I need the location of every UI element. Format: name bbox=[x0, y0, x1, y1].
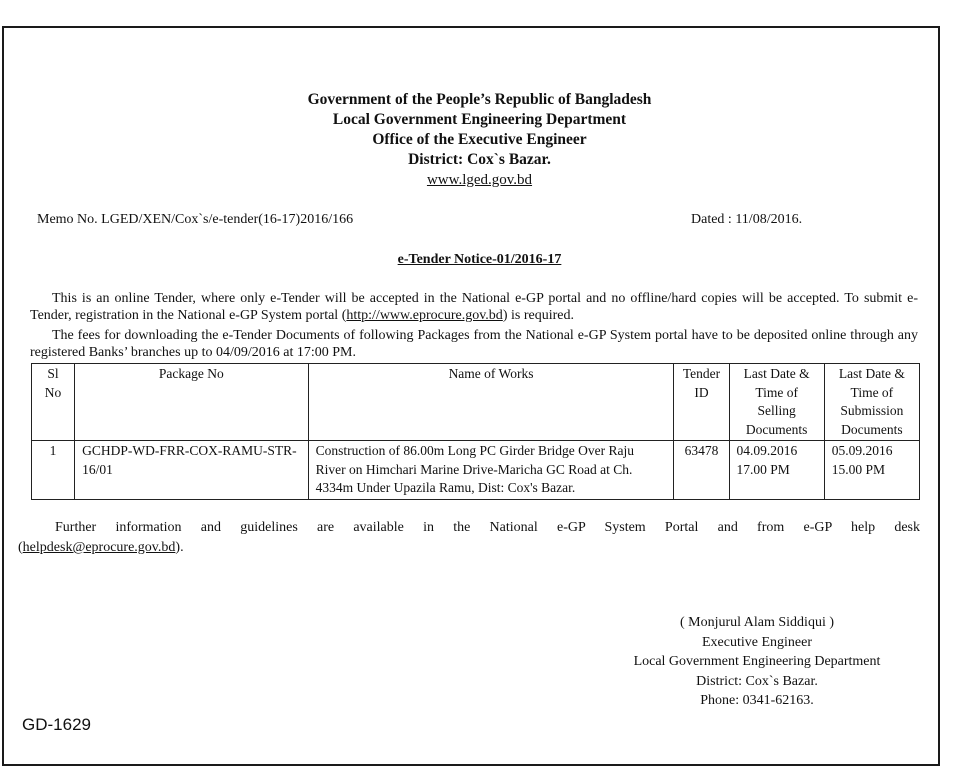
table-row bbox=[32, 441, 920, 500]
memo-number: Memo No. LGED/XEN/Cox`s/e-tender(16-17)2016/166 bbox=[37, 212, 354, 227]
submission-date: 05.09.2016 bbox=[831, 443, 893, 458]
th-last-selling: Last Date & Time of Selling Documents bbox=[729, 364, 824, 441]
submission-time: 15.00 PM bbox=[831, 461, 885, 477]
memo-date: Dated : 11/08/2016. bbox=[691, 212, 803, 227]
notice-title: e-Tender Notice-01/2016-17 bbox=[397, 252, 562, 267]
signatory-name: ( Monjurul Alam Siddiqui ) bbox=[680, 615, 834, 630]
helpdesk-email-link[interactable]: helpdesk@eprocure.gov.bd bbox=[22, 540, 176, 555]
p1-text-b: ) is required. bbox=[502, 308, 574, 323]
th-sl: Sl No bbox=[32, 364, 75, 441]
th-last-submission: Last Date & Time of Submission Documents bbox=[824, 364, 919, 441]
signatory-phone: Phone: 0341-62163. bbox=[700, 693, 814, 708]
paragraph-online-tender bbox=[30, 290, 918, 324]
cell-works: Construction of 86.00m Long PC Girder Bridge Over Raju River on Himchari Marine Drive-Maricha GC Road at Ch. 4334m Under Upazila Ramu, Dist: Cox's Bazar. bbox=[308, 441, 674, 500]
p1-text-a: This is an online Tender, where only e-Tender will be accepted in the National e-GP portal and no offline/hard copies will be accepted. To submit e-Tender, registration in the National e-GP System portal ( bbox=[30, 291, 918, 323]
table-header-row bbox=[32, 364, 920, 441]
header-department: Local Government Engineering Department bbox=[332, 111, 627, 128]
signatory-district: District: Cox`s Bazar. bbox=[696, 673, 818, 689]
header-government: Government of the People’s Republic of Bangladesh bbox=[307, 91, 652, 108]
signature-block bbox=[620, 613, 894, 711]
cell-tender-id: 63478 bbox=[674, 441, 729, 500]
further-information: Further information and guidelines are available in the National e-GP System Portal and from e-GP help desk (helpdesk@eprocure.gov.bd). bbox=[18, 520, 920, 555]
header-district: District: Cox`s Bazar. bbox=[408, 151, 551, 168]
th-package: Package No bbox=[75, 364, 309, 441]
header-website-link[interactable]: www.lged.gov.bd bbox=[426, 172, 533, 188]
cell-sl: 1 bbox=[32, 441, 75, 500]
header-office: Office of the Executive Engineer bbox=[372, 131, 587, 148]
further-info-text: Further information and guidelines are available in the National e-GP System Portal and from e-GP help desk bbox=[55, 520, 920, 535]
cell-submission bbox=[824, 441, 919, 500]
paragraph-fees bbox=[30, 327, 918, 361]
eprocure-link[interactable]: http://www.eprocure.gov.bd bbox=[346, 308, 503, 323]
p2-text: The fees for downloading the e-Tender Documents of following Packages from the National e-GP System portal have to be deposited online through any registered Banks’ branches up to 04/09/2016 at 17:00 PM. bbox=[30, 328, 918, 360]
signatory-department: Local Government Engineering Department bbox=[633, 654, 881, 669]
selling-date: 04.09.2016 bbox=[736, 443, 798, 458]
signatory-title: Executive Engineer bbox=[701, 634, 812, 650]
document-code: GD-1629 bbox=[22, 715, 91, 734]
cell-package: GCHDP-WD-FRR-COX-RAMU-STR-16/01 bbox=[75, 441, 309, 500]
cell-selling bbox=[729, 441, 824, 500]
tender-table bbox=[31, 363, 920, 500]
letterhead bbox=[0, 90, 959, 190]
th-works: Name of Works bbox=[308, 364, 674, 441]
th-tender-id: Tender ID bbox=[674, 364, 729, 441]
further-info-end: . bbox=[180, 540, 184, 555]
selling-time: 17.00 PM bbox=[736, 461, 790, 477]
